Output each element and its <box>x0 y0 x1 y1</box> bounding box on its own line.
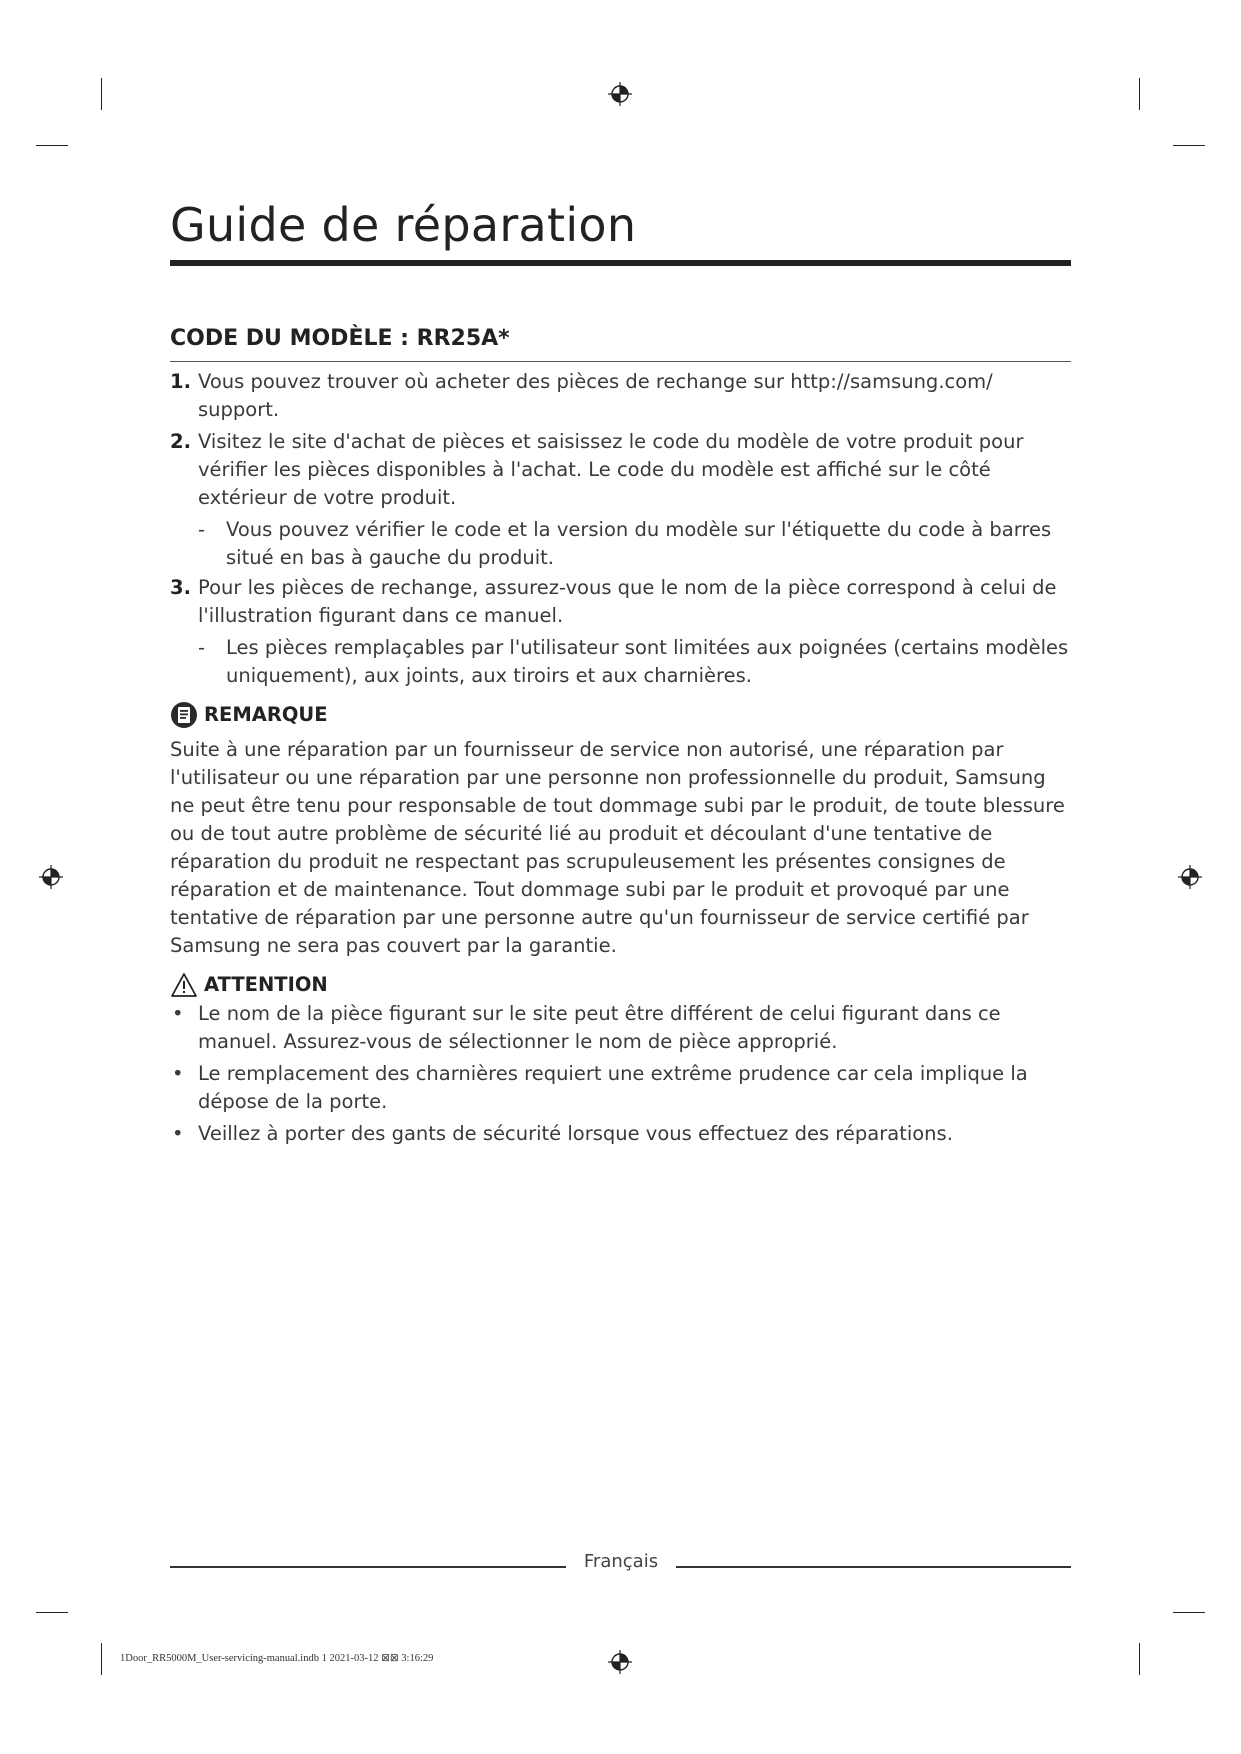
registration-mark-top-icon <box>608 82 632 106</box>
bullet-marker: • <box>172 1062 184 1085</box>
step-number: 2. <box>170 430 191 453</box>
crop-mark-bottom-right <box>1139 1643 1140 1675</box>
caution-item <box>170 1000 1075 1056</box>
crop-mark-left-bottom <box>36 1612 68 1613</box>
step-3-subitem <box>170 634 1075 690</box>
registration-mark-bottom-icon <box>608 1650 632 1674</box>
footer-language: Français <box>583 1551 659 1572</box>
step-2-subitem <box>170 516 1075 572</box>
page-title: Guide de réparation <box>170 198 637 252</box>
subitem-text: Les pièces remplaçables par l'utilisateur sont limitées aux poignées (certains modèles uniquement), aux joints, aux tiroirs et aux charnières. <box>226 636 1069 687</box>
dash-marker: - <box>198 518 206 541</box>
step-1 <box>170 368 1075 424</box>
note-icon <box>170 701 198 729</box>
section-heading: CODE DU MODÈLE : RR25A* <box>170 326 510 351</box>
footer-rule-left <box>170 1566 566 1568</box>
crop-mark-right-top <box>1173 145 1205 146</box>
section-divider <box>170 361 1071 362</box>
step-text: Pour les pièces de rechange, assurez-vous que le nom de la pièce correspond à celui de l'illustration figurant dans ce manuel. <box>198 576 1057 627</box>
main-content <box>170 368 1075 1152</box>
caution-item <box>170 1060 1075 1116</box>
crop-mark-left-top <box>36 145 68 146</box>
subitem-text: Vous pouvez vérifier le code et la version du modèle sur l'étiquette du code à barres situé en bas à gauche du produit. <box>226 518 1052 569</box>
note-heading <box>170 700 1075 730</box>
crop-mark-right-bottom <box>1173 1612 1205 1613</box>
step-text: Vous pouvez trouver où acheter des pièces de rechange sur http://samsung.com/ support. <box>198 370 993 421</box>
note-paragraph: Suite à une réparation par un fournisseur de service non autorisé, une réparation par l'utilisateur ou une réparation par une personne non professionnelle du produit, Samsung ne peut être tenu pour responsable de tout dommage subi par le produit, de toute blessure ou de tout autre problème de sécurité lié au produit et découlant d'une tentative de réparation du produit ne respectant pas scrupuleusement les présentes consignes de réparation et de maintenance. Tout dommage subi par le produit et provoqué par une tentative de réparation par une personne autre qu'un fournisseur de service certifié par Samsung ne sera pas couvert par la garantie. <box>170 738 1065 957</box>
caution-heading <box>170 970 1075 1000</box>
caution-text: Le nom de la pièce figurant sur le site peut être différent de celui figurant dans ce manuel. Assurez-vous de sélectionner le nom de pièce approprié. <box>198 1002 1001 1053</box>
step-2 <box>170 428 1075 512</box>
print-slug: 1Door_RR5000M_User-servicing-manual.indb 1 2021-03-12 ⊠⊠ 3:16:29 <box>120 1653 434 1664</box>
registration-mark-right-icon <box>1178 865 1202 889</box>
bullet-marker: • <box>172 1122 184 1145</box>
caution-text: Le remplacement des charnières requiert une extrême prudence car cela implique la dépose de la porte. <box>198 1062 1028 1113</box>
note-label: REMARQUE <box>204 703 328 726</box>
registration-mark-left-icon <box>39 865 63 889</box>
step-text: Visitez le site d'achat de pièces et saisissez le code du modèle de votre produit pour vérifier les pièces disponibles à l'achat. Le code du modèle est affiché sur le côté extérieur de votre produit. <box>198 430 1024 509</box>
bullet-marker: • <box>172 1002 184 1025</box>
crop-mark-top-right <box>1139 78 1140 110</box>
dash-marker: - <box>198 636 206 659</box>
crop-mark-bottom-left <box>101 1643 102 1675</box>
warning-triangle-icon <box>170 972 198 998</box>
caution-item <box>170 1120 1075 1148</box>
step-number: 3. <box>170 576 191 599</box>
title-underline <box>170 260 1071 266</box>
step-number: 1. <box>170 370 191 393</box>
step-3 <box>170 574 1075 630</box>
footer-rule-right <box>676 1566 1071 1568</box>
caution-text: Veillez à porter des gants de sécurité lorsque vous effectuez des réparations. <box>198 1122 953 1145</box>
caution-label: ATTENTION <box>204 973 328 996</box>
crop-mark-top-left <box>101 78 102 110</box>
